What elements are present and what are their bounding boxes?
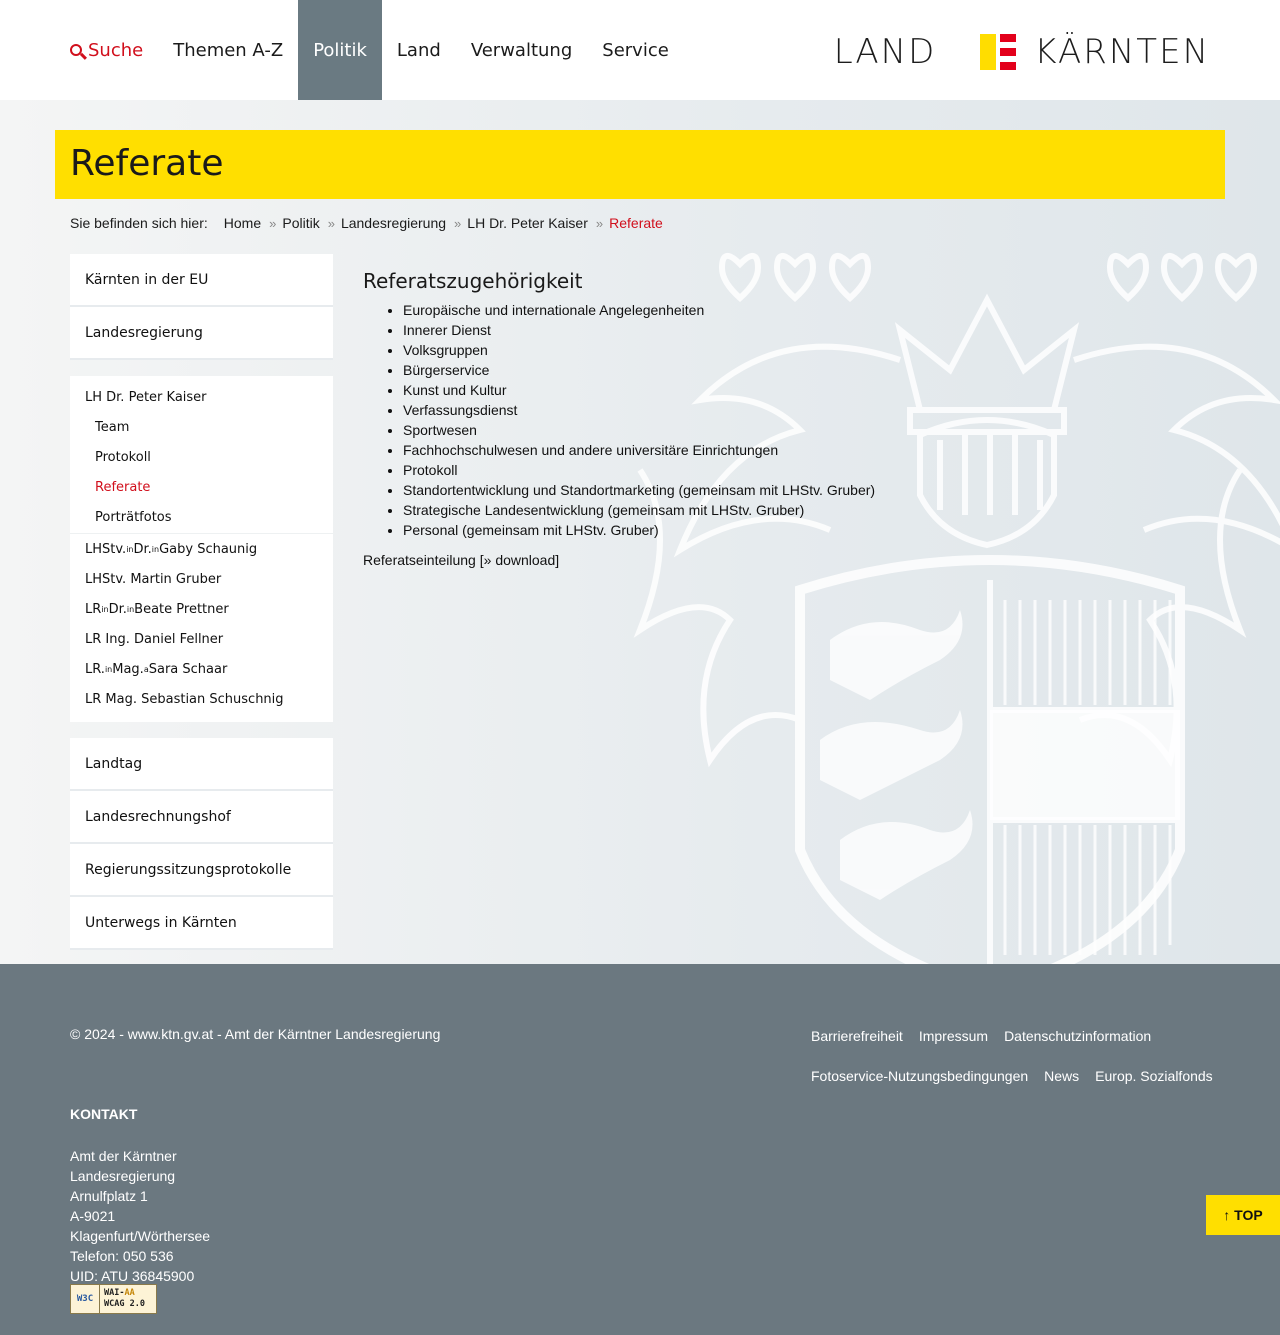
- nav-item-suche[interactable]: [55, 0, 158, 100]
- superscript: in: [126, 544, 134, 554]
- breadcrumb-item-home[interactable]: Home: [223, 215, 262, 231]
- double-chevron-right-icon: »: [327, 215, 335, 231]
- address-line: Telefon: 050 536: [70, 1248, 174, 1264]
- superscript: in: [104, 664, 113, 674]
- list-item: • Europäische und internationale Angelegenheiten: [403, 300, 923, 320]
- logo-mark-icon: [980, 34, 1016, 70]
- address-line: Amt der Kärntner: [70, 1148, 177, 1164]
- breadcrumb-item-referate: Referate: [609, 215, 663, 231]
- nav-item-verwaltung[interactable]: [456, 0, 587, 100]
- address-line: Landesregierung: [70, 1168, 176, 1184]
- wcag-badge[interactable]: [70, 1284, 157, 1314]
- page-title-bar: [55, 130, 1225, 199]
- footer-link-fotoservice-nutzungsbedingungen[interactable]: Fotoservice-Nutzungsbedingungen: [811, 1068, 1029, 1084]
- search-icon: [70, 44, 82, 56]
- nav-item-label: Themen A-Z: [173, 39, 284, 61]
- sidebar-item-unterwegs-in-karnten[interactable]: Unterwegs in Kärnten: [70, 897, 333, 950]
- superscript: in: [126, 604, 135, 614]
- copyright-text: © 2024 - www.ktn.gv.at - Amt der Kärntner Landesregierung: [70, 1026, 441, 1042]
- breadcrumb-item-politik[interactable]: Politik: [282, 215, 320, 231]
- sidebar-item-lr-dr-beate-prettner[interactable]: LR in Dr. in Beate Prettner: [85, 601, 229, 617]
- sidebar-subgroup: [70, 376, 333, 722]
- list-item: • Strategische Landesentwicklung (gemeinsam mit LHStv. Gruber): [403, 500, 923, 520]
- back-to-top-button[interactable]: ↑ TOP: [1206, 1195, 1280, 1235]
- sidebar-item-lh-dr-peter-kaiser[interactable]: LH Dr. Peter Kaiser: [85, 389, 207, 405]
- address-line: A-9021: [70, 1208, 116, 1224]
- list-item: • Standortentwicklung und Standortmarketing (gemeinsam mit LHStv. Gruber): [403, 480, 923, 500]
- site-header: [0, 0, 1280, 100]
- nav-item-politik[interactable]: [298, 0, 382, 100]
- logo-land-text: LAND: [833, 32, 937, 72]
- main-nav: [55, 0, 684, 100]
- sidebar-item-landesrechnungshof[interactable]: Landesrechnungshof: [70, 791, 333, 844]
- sidebar-item-lr-mag-sara-schaar[interactable]: LR. in Mag. a Sara Schaar: [85, 661, 228, 677]
- footer-link-europ-sozialfonds[interactable]: Europ. Sozialfonds: [1095, 1068, 1213, 1084]
- nav-item-label: Politik: [313, 39, 367, 61]
- sidebar-item-lr-mag-sebastian-schuschnig[interactable]: LR Mag. Sebastian Schuschnig: [85, 691, 284, 707]
- main-content: [363, 268, 923, 570]
- sidebar-item-protokoll[interactable]: Protokoll: [95, 449, 151, 465]
- list-item: • Protokoll: [403, 460, 923, 480]
- address-line: UID: ATU 36845900: [70, 1268, 195, 1284]
- double-chevron-right-icon: »: [595, 215, 604, 231]
- list-item: • Volksgruppen: [403, 340, 923, 360]
- breadcrumb-item-landesregierung[interactable]: Landesregierung: [340, 215, 447, 231]
- footer-link-impressum[interactable]: Impressum: [918, 1028, 989, 1044]
- breadcrumb-lead: Sie befinden sich hier:: [70, 215, 208, 231]
- double-chevron-right-icon: »: [269, 215, 277, 231]
- nav-item-label: Suche: [88, 39, 144, 61]
- site-footer: [0, 964, 1280, 1335]
- breadcrumb: [70, 215, 663, 231]
- sidebar-item-team[interactable]: Team: [95, 419, 130, 435]
- sidebar-item-landesregierung[interactable]: Landesregierung: [70, 307, 333, 360]
- sidebar-item-lr-ing-daniel-fellner[interactable]: LR Ing. Daniel Fellner: [85, 631, 224, 647]
- logo-kaernten-text: KÄRNTEN: [1034, 32, 1210, 72]
- download-line: [363, 550, 923, 570]
- download-suffix: ]: [555, 552, 560, 568]
- nav-item-themen-a-z[interactable]: [158, 0, 298, 100]
- superscript: a: [143, 664, 149, 674]
- list-item: • Verfassungsdienst: [403, 400, 923, 420]
- download-prefix: Referatseinteilung [: [363, 552, 484, 568]
- list-item: • Innerer Dienst: [403, 320, 923, 340]
- nav-item-service[interactable]: [587, 0, 684, 100]
- contact-address: [70, 1146, 210, 1286]
- list-item: • Personal (gemeinsam mit LHStv. Gruber): [403, 520, 923, 540]
- sidebar-item-lhstv-dr-gaby-schaunig[interactable]: LHStv. in Dr. in Gaby Schaunig: [85, 541, 258, 557]
- nav-item-label: Verwaltung: [470, 39, 573, 61]
- superscript: in: [101, 604, 109, 614]
- address-line: Klagenfurt/Wörthersee: [70, 1228, 211, 1244]
- double-chevron-right-icon: »: [454, 215, 462, 231]
- address-line: Arnulfplatz 1: [70, 1188, 148, 1204]
- sidebar-item-karnten-in-der-eu[interactable]: Kärnten in der EU: [70, 254, 333, 307]
- nav-item-label: Service: [602, 39, 669, 61]
- breadcrumb-item-lh-dr-peter-kaiser[interactable]: LH Dr. Peter Kaiser: [467, 215, 588, 231]
- kontakt-heading: KONTAKT: [70, 1106, 138, 1122]
- sidebar-item-portratfotos[interactable]: Porträtfotos: [95, 509, 172, 525]
- page-title: Referate: [70, 143, 224, 184]
- superscript: in: [151, 544, 160, 554]
- footer-links: [811, 1026, 1231, 1106]
- sidebar-nav: [70, 254, 333, 950]
- list-item: • Fachhochschulwesen und andere universitäre Einrichtungen: [403, 440, 923, 460]
- footer-link-news[interactable]: News: [1044, 1068, 1080, 1084]
- sidebar-item-lhstv-martin-gruber[interactable]: LHStv. Martin Gruber: [85, 571, 222, 587]
- referate-list: [363, 300, 923, 540]
- w3c-logo: W3C: [71, 1285, 100, 1313]
- footer-link-barrierefreiheit[interactable]: Barrierefreiheit: [811, 1028, 903, 1044]
- sidebar-item-regierungssitzungsprotokolle[interactable]: Regierungssitzungsprotokolle: [70, 844, 333, 897]
- nav-item-label: Land: [396, 39, 441, 61]
- sidebar-item-landtag[interactable]: Landtag: [70, 738, 333, 791]
- wcag-badge-text: WAI-AA WCAG 2.0: [104, 1288, 145, 1309]
- list-item: • Bürgerservice: [403, 360, 923, 380]
- main-area: [0, 100, 1280, 964]
- list-item: • Sportwesen: [403, 420, 923, 440]
- content-heading: Referatszugehörigkeit: [363, 269, 583, 293]
- sidebar-item-referate[interactable]: Referate: [95, 479, 151, 495]
- nav-item-land[interactable]: [382, 0, 456, 100]
- site-logo[interactable]: [834, 33, 1210, 71]
- list-item: • Kunst und Kultur: [403, 380, 923, 400]
- download-link[interactable]: » download: [483, 552, 556, 568]
- footer-link-datenschutzinformation[interactable]: Datenschutzinformation: [1004, 1028, 1152, 1044]
